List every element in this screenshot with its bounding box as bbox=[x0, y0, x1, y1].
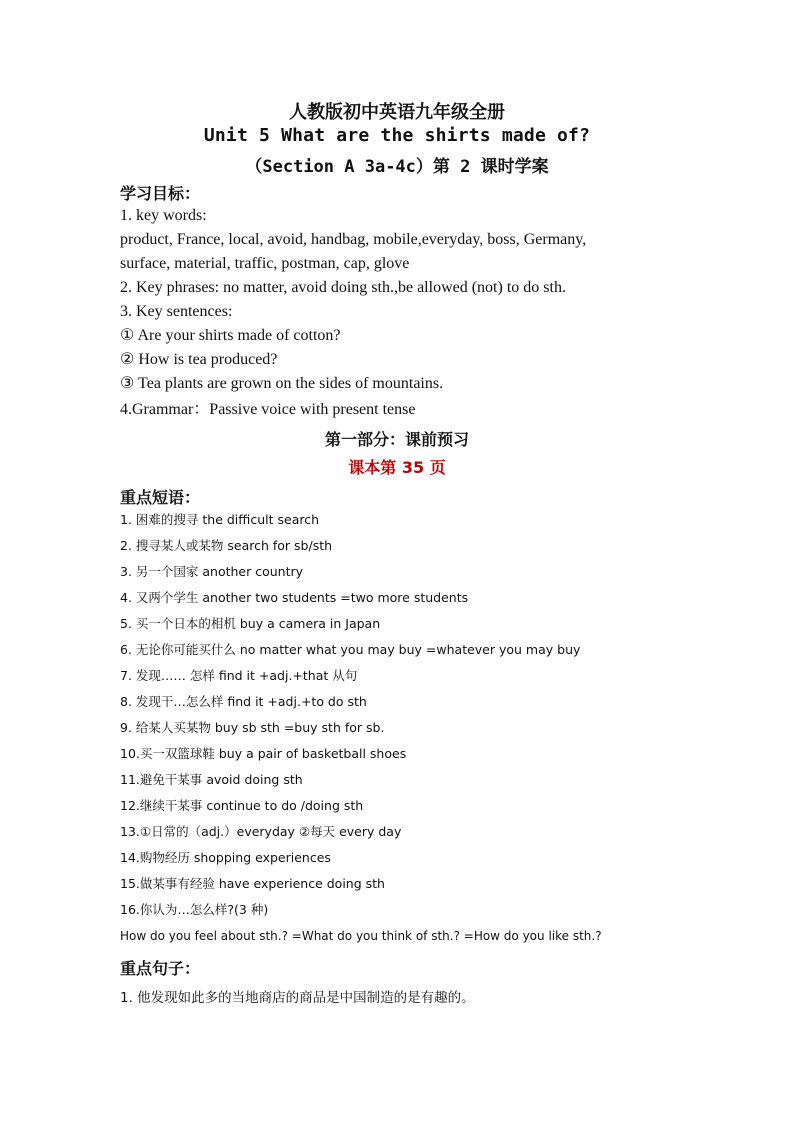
key-phrases-line: 2. Key phrases: no matter, avoid doing sth.,be allowed (not) to do sth. bbox=[120, 279, 566, 296]
section-title: （Section A 3a-4c）第 2 课时学案 bbox=[245, 157, 549, 177]
phrase-item: 7. 发现…… 怎样 find it +adj.+that 从句 bbox=[120, 668, 358, 683]
textbook-page-ref: 课本第 35 页 bbox=[348, 458, 446, 477]
phrase-item: 15.做某事有经验 have experience doing sth bbox=[120, 876, 385, 891]
key-sentence-1: ① Are your shirts made of cotton? bbox=[120, 327, 341, 344]
key-sentences-label: 3. Key sentences: bbox=[120, 303, 233, 320]
phrase-item: 6. 无论你可能买什么 no matter what you may buy =whatever you may buy bbox=[120, 642, 581, 657]
key-sentence-3: ③ Tea plants are grown on the sides of mountains. bbox=[120, 375, 444, 392]
key-sentence-item: 1. 他发现如此多的当地商店的商品是中国制造的是有趣的。 bbox=[120, 990, 475, 1006]
phrase-answer-line: How do you feel about sth.? =What do you think of sth.? =How do you like sth.? bbox=[120, 929, 602, 943]
part1-heading: 第一部分：课前预习 bbox=[324, 430, 469, 449]
phrase-item: 13.①日常的（adj.）everyday ②每天 every day bbox=[120, 824, 402, 839]
key-words-line-1: product, France, local, avoid, handbag, mobile,everyday, boss, Germany, bbox=[120, 231, 587, 248]
phrase-item: 10.买一双篮球鞋 buy a pair of basketball shoes bbox=[120, 746, 407, 761]
key-sentence-2: ② How is tea produced? bbox=[120, 351, 278, 368]
key-sentences-heading: 重点句子： bbox=[120, 959, 201, 978]
phrases-heading: 重点短语： bbox=[120, 488, 201, 507]
key-words-label: 1. key words: bbox=[120, 207, 207, 224]
objectives-heading: 学习目标： bbox=[120, 184, 201, 203]
phrase-item: 3. 另一个国家 another country bbox=[120, 564, 304, 579]
document-title: 人教版初中英语九年级全册 bbox=[289, 102, 505, 123]
unit-title: Unit 5 What are the shirts made of? bbox=[203, 125, 591, 146]
phrase-item: 14.购物经历 shopping experiences bbox=[120, 850, 331, 865]
phrase-item: 4. 又两个学生 another two students =two more students bbox=[120, 590, 469, 605]
phrase-item: 1. 困难的搜寻 the difficult search bbox=[120, 512, 320, 527]
phrase-item: 12.继续干某事 continue to do /doing sth bbox=[120, 798, 364, 813]
phrase-item: 16.你认为…怎么样?(3 种) bbox=[120, 902, 269, 917]
phrase-item: 2. 搜寻某人或某物 search for sb/sth bbox=[120, 538, 333, 553]
phrase-item: 8. 发现干…怎么样 find it +adj.+to do sth bbox=[120, 694, 367, 709]
phrase-item: 9. 给某人买某物 buy sb sth =buy sth for sb. bbox=[120, 720, 385, 735]
key-words-line-2: surface, material, traffic, postman, cap, glove bbox=[120, 255, 410, 272]
grammar-line: 4.Grammar：Passive voice with present tense bbox=[120, 401, 416, 418]
phrase-item: 5. 买一个日本的相机 buy a camera in Japan bbox=[120, 616, 381, 631]
phrase-item: 11.避免干某事 avoid doing sth bbox=[120, 772, 303, 787]
